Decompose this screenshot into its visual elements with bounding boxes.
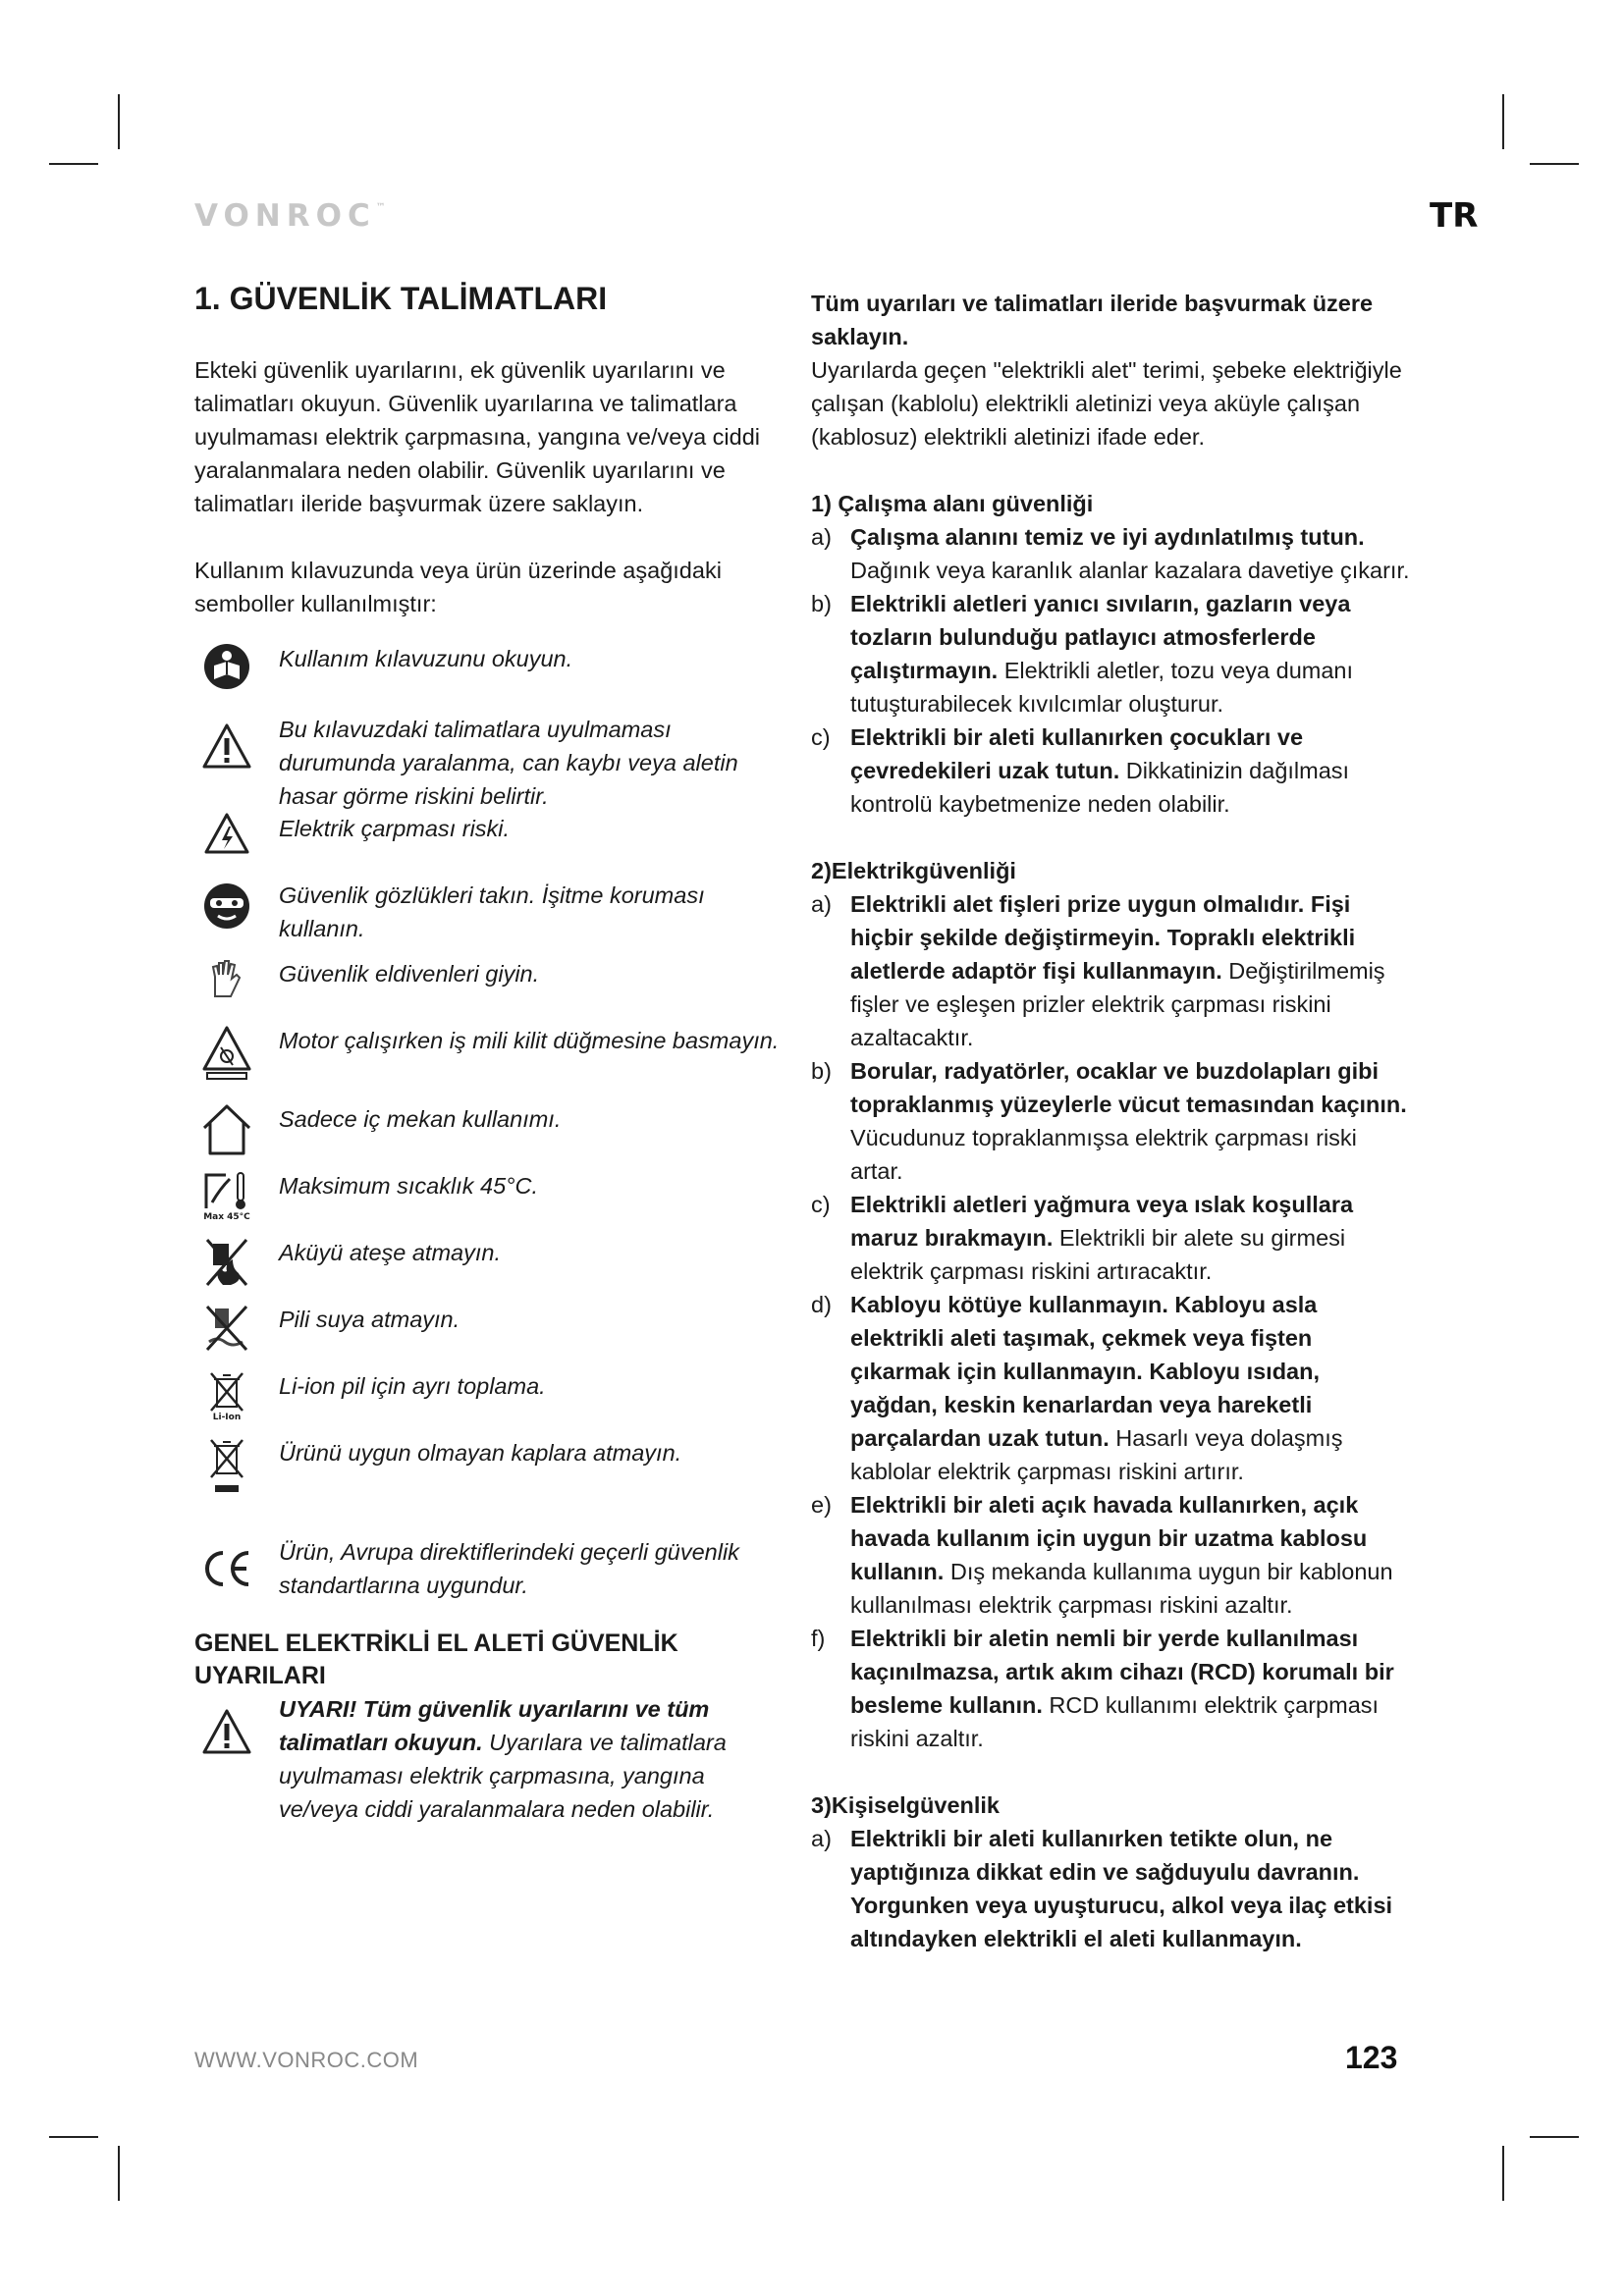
warning-triangle-icon — [194, 1692, 259, 1755]
item-body — [850, 1054, 1412, 1188]
item-letter: f) — [811, 1626, 826, 1651]
crop-mark — [1530, 163, 1579, 165]
symbol-row — [194, 879, 784, 957]
ce-mark-icon — [194, 1535, 259, 1588]
list-item — [811, 1488, 1412, 1622]
max-temperature-icon — [194, 1169, 259, 1222]
symbol-row — [194, 1535, 784, 1628]
item-rest: Dağınık veya karanlık alanlar kazalara davetiye çıkarır. — [850, 558, 1410, 583]
item-letter: a) — [811, 891, 832, 917]
section-personal-safety — [811, 1789, 1412, 1955]
item-rest: RCD kullanımı elektrik çarpması riskini azaltır. — [850, 1692, 1380, 1751]
item-bold: Kabloyu kötüye kullanmayın. Kabloyu asla elektrikli aleti taşımak, çekmek veya fişten çıkarmak için kullanmayın. Kabloyu ısıdan, yağdan, keskin kenarlardan veya hareketli parçalardan uzak tutun. — [850, 1292, 1321, 1451]
item-letter: d) — [811, 1292, 832, 1317]
language-code: TR — [1430, 196, 1479, 236]
item-bold: Çalışma alanını temiz ve iyi aydınlatılmış tutun. — [850, 524, 1365, 550]
footer-website: WWW.VONROC.COM — [194, 2048, 419, 2072]
crossed-bin-icon — [194, 1436, 259, 1493]
item-rest: Değiştirilmemiş fişler ve eşleşen prizler elektrik çarpması riskini azaltacaktır. — [850, 958, 1385, 1050]
list-item — [811, 1188, 1412, 1288]
item-bold: Elektrikli aletleri yanıcı sıvıların, gazların veya tozların bulunduğu patlayıcı atmosferlerde çalıştırmayın. — [850, 591, 1351, 683]
section-work-area — [811, 487, 1412, 821]
item-letter: b) — [811, 591, 832, 616]
right-column — [811, 287, 1412, 1955]
item-letter: a) — [811, 1826, 832, 1851]
general-warning-text — [259, 1692, 784, 1826]
list-item — [811, 887, 1412, 1054]
list-item — [811, 1288, 1412, 1488]
item-rest: Vücudunuz topraklanmışsa elektrik çarpması riski artar. — [850, 1125, 1357, 1184]
symbol-text: Ürün, Avrupa direktiflerindeki geçerli güvenlik standartlarına uygundur. — [279, 1539, 739, 1598]
item-body — [850, 1188, 1412, 1288]
li-ion-bin-icon — [194, 1369, 259, 1422]
item-body — [850, 721, 1412, 821]
item-letter: c) — [811, 724, 831, 750]
symbol-list — [194, 642, 784, 1628]
symbol-text: Maksimum sıcaklık 45°C. — [279, 1173, 539, 1199]
spindle-lock-warning-icon — [194, 1024, 259, 1083]
warning-triangle-icon — [194, 713, 259, 770]
general-safety-title: GENEL ELEKTRİKLİ EL ALETİ GÜVENLİK UYARILARI — [194, 1629, 678, 1689]
no-water-battery-icon — [194, 1303, 259, 1354]
general-warning-row — [194, 1692, 784, 1826]
item-bold: Elektrikli bir aletin nemli bir yerde kullanılması kaçınılmazsa, artık akım cihazı (RCD) korumalı bir besleme kullanın. — [850, 1626, 1394, 1718]
keep-instructions: Tüm uyarıları ve talimatları ileride başvurmak üzere saklayın. — [811, 291, 1374, 349]
item-body — [850, 1822, 1412, 1955]
symbol-text: Ürünü uygun olmayan kaplara atmayın. — [279, 1440, 682, 1466]
page-title: 1. GÜVENLİK TALİMATLARI — [194, 281, 608, 316]
list-item — [811, 1622, 1412, 1755]
item-letter: a) — [811, 524, 832, 550]
item-body — [850, 587, 1412, 721]
symbol-text: Elektrik çarpması riski. — [279, 816, 511, 841]
symbol-row — [194, 709, 784, 812]
goggles-earmuffs-icon — [194, 879, 259, 934]
item-bold: Borular, radyatörler, ocaklar ve buzdolapları gibi topraklanmış yüzeylerle vücut temasından kaçının. — [850, 1058, 1407, 1117]
symbol-text: Motor çalışırken iş mili kilit düğmesine basmayın. — [279, 1028, 780, 1053]
symbol-row — [194, 1169, 784, 1236]
item-rest: Elektrikli bir alete su girmesi elektrik çarpması riskini artıracaktır. — [850, 1225, 1346, 1284]
page-number: 123 — [1345, 2040, 1398, 2075]
section-title: 1) Çalışma alanı güvenliği — [811, 491, 1094, 516]
item-rest: Elektrikli aletler, tozu veya dumanı tutuşturabilecek kıvılcımlar oluşturur. — [850, 658, 1354, 717]
symbol-row — [194, 957, 784, 1024]
item-body — [850, 1488, 1412, 1622]
symbol-row — [194, 642, 784, 709]
crop-mark — [49, 2136, 98, 2138]
crop-mark — [118, 2146, 120, 2201]
brand-logo: VONROC™ — [194, 198, 386, 234]
section-title: 3)Kişiselgüvenlik — [811, 1792, 1000, 1818]
gloves-icon — [194, 957, 259, 1000]
item-rest: Dikkatinizin dağılması kontrolü kaybetmenize neden olabilir. — [850, 758, 1350, 817]
max-temp-label: Max 45°C — [203, 1212, 250, 1222]
section-title: 2)Elektrikgüvenliği — [811, 858, 1016, 883]
warning-bold: UYARI! Tüm güvenlik uyarılarını ve tüm talimatları okuyun. — [279, 1696, 710, 1755]
item-bold: Elektrikli bir aleti açık havada kullanırken, açık havada kullanım için uygun bir uzatma kablosu kullanın. — [850, 1492, 1368, 1584]
item-body — [850, 1288, 1412, 1488]
crop-mark — [1530, 2136, 1579, 2138]
symbol-text: Güvenlik gözlükleri takın. İşitme koruması kullanın. — [279, 882, 705, 941]
item-letter: c) — [811, 1192, 831, 1217]
electric-shock-icon — [194, 812, 259, 855]
symbol-row — [194, 1369, 784, 1436]
item-letter: b) — [811, 1058, 832, 1084]
symbol-text: Güvenlik eldivenleri giyin. — [279, 961, 540, 987]
item-body — [850, 887, 1412, 1054]
item-body — [850, 520, 1412, 587]
item-rest: Hasarlı veya dolaşmış kablolar elektrik çarpması riskini artırır. — [850, 1425, 1343, 1484]
item-bold: Elektrikli bir aleti kullanırken çocukları ve çevredekileri uzak tutun. — [850, 724, 1304, 783]
symbol-text: Aküyü ateşe atmayın. — [279, 1240, 501, 1265]
warning-rest: Uyarılara ve talimatlara uyulmaması elektrik çarpmasına, yangına ve/veya ciddi yaralanmalara neden olabilir. — [279, 1730, 727, 1822]
symbol-row — [194, 1102, 784, 1169]
list-item — [811, 520, 1412, 587]
indoor-house-icon — [194, 1102, 259, 1157]
intro-paragraph: Ekteki güvenlik uyarılarını, ek güvenlik uyarılarını ve talimatları okuyun. Güvenlik uyarılarına ve talimatlara uyulmaması elektrik çarpmasına, yangına ve/veya ciddi yaralanmalara neden olabilir. Güvenlik uyarılarını ve talimatları ileride başvurmak üzere saklayın. — [194, 357, 761, 516]
crop-mark — [1502, 94, 1504, 149]
crop-mark — [1502, 2146, 1504, 2201]
symbol-row — [194, 1436, 784, 1535]
list-item — [811, 1822, 1412, 1955]
read-manual-icon — [194, 642, 259, 691]
item-rest: Dış mekanda kullanıma uygun bir kablonun kullanılması elektrik çarpması riskini azaltır. — [850, 1559, 1393, 1618]
symbol-row — [194, 1024, 784, 1102]
symbol-text: Pili suya atmayın. — [279, 1307, 460, 1332]
term-definition: Uyarılarda geçen "elektrikli alet" terimi, şebeke elektriğiyle çalışan (kablolu) elektrikli aletinizi veya aküyle çalışan (kablosuz) elektrikli aletinizi ifade eder. — [811, 357, 1402, 450]
item-letter: e) — [811, 1492, 832, 1518]
crop-mark — [49, 163, 98, 165]
item-body — [850, 1622, 1412, 1755]
section-electrical-safety — [811, 854, 1412, 1755]
list-item — [811, 1054, 1412, 1188]
item-bold: Elektrikli alet fişleri prize uygun olmalıdır. Fişi hiçbir şekilde değiştirmeyin. Topraklı elektrikli aletlerde adaptör fişi kullanmayın. — [850, 891, 1356, 984]
symbol-row — [194, 812, 784, 879]
list-item — [811, 587, 1412, 721]
symbol-text: Bu kılavuzdaki talimatlara uyulmaması durumunda yaralanma, can kaybı veya aletin hasar görme riskini belirtir. — [279, 717, 738, 809]
crop-mark — [118, 94, 120, 149]
li-ion-label: Li-Ion — [212, 1413, 242, 1422]
symbol-text: Kullanım kılavuzunu okuyun. — [279, 646, 573, 671]
item-bold: Elektrikli bir aleti kullanırken tetikte olun, ne yaptığınıza dikkat edin ve sağduyulu davranın. Yorgunken veya uyuşturucu, alkol veya ilaç etkisi altındayken elektrikli el aleti kullanmayın. — [850, 1826, 1393, 1951]
item-bold: Elektrikli aletleri yağmura veya ıslak koşullara maruz bırakmayın. — [850, 1192, 1354, 1251]
symbol-text: Sadece iç mekan kullanımı. — [279, 1106, 562, 1132]
no-fire-battery-icon — [194, 1236, 259, 1289]
symbol-row — [194, 1303, 784, 1369]
symbols-intro: Kullanım kılavuzunda veya ürün üzerinde aşağıdaki semboller kullanılmıştır: — [194, 558, 722, 616]
list-item — [811, 721, 1412, 821]
symbol-text: Li-ion pil için ayrı toplama. — [279, 1373, 546, 1399]
left-column — [194, 279, 784, 1826]
symbol-row — [194, 1236, 784, 1303]
